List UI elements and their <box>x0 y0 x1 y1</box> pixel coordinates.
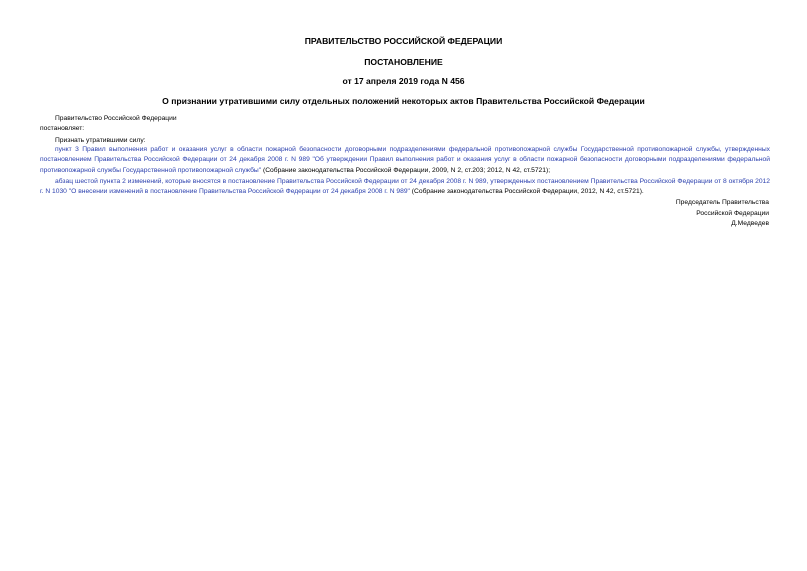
government-heading: ПРАВИТЕЛЬСТВО РОССИЙСКОЙ ФЕДЕРАЦИИ <box>304 36 503 46</box>
signature-name: Д.Медведев <box>731 220 769 227</box>
document-title: О признании утратившими силу отдельных положений некоторых актов Правительства Российской Федерации <box>162 96 645 106</box>
item-2-source: (Собрание законодательства Российской Федерации, 2012, N 42, ст.5721). <box>409 188 644 196</box>
intro-line-2: постановляет: <box>40 125 85 132</box>
document-type-heading: ПОСТАНОВЛЕНИЕ <box>364 57 443 67</box>
paragraph-item-2 <box>40 177 770 198</box>
signature-title-2: Российской Федерации <box>696 210 769 217</box>
intro-line-1: Правительство Российской Федерации <box>55 115 177 122</box>
paragraph-item-1 <box>40 145 770 176</box>
signature-title-1: Председатель Правительства <box>675 199 769 206</box>
date-number-heading: от 17 апреля 2019 года N 456 <box>342 76 465 86</box>
declare-line: Признать утратившими силу: <box>55 137 146 144</box>
item-2-link[interactable]: абзац шестой пункта 2 изменений, которые вносятся в постановление Правительства Российской Федерации от 24 декабря 2008 г. N 989, утвержденных постановлением Правительства Российской Федерации от 8 октября 2012 г. N 1030 "О внесении изменений в постановление Правительства Российской Федерации от 24 декабря 2008 г. N 989" <box>40 178 770 196</box>
item-1-link[interactable]: пункт 3 Правил выполнения работ и оказания услуг в области пожарной безопасности договорными подразделениями федеральной противопожарной службы Государственной противопожарной службы, утвержденных постановлением Правительства Российской Федерации от 24 декабря 2008 г. N 989 "Об утверждении Правил выполнения работ и оказания услуг в области пожарной безопасности договорными подразделениями федеральной противопожарной службы Государственной противопожарной службы" <box>40 146 770 174</box>
item-1-source: (Собрание законодательства Российской Федерации, 2009, N 2, ст.203; 2012, N 42, ст.5721); <box>261 166 551 174</box>
